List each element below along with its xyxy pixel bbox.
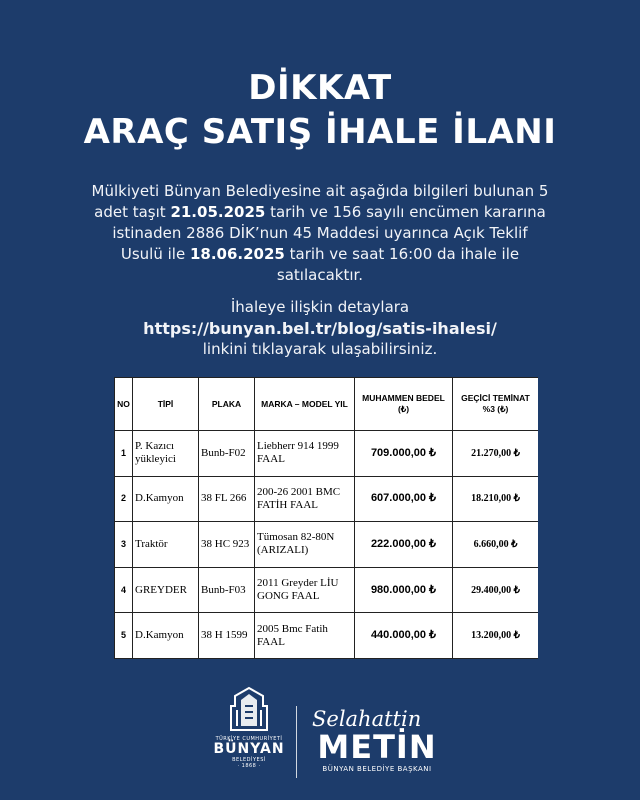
vehicle-table bbox=[114, 377, 538, 659]
decision-date: 21.05.2025 bbox=[170, 203, 266, 221]
municipality-logo bbox=[204, 686, 294, 786]
auction-date: 18.06.2025 bbox=[189, 245, 285, 263]
table-header-row bbox=[115, 378, 539, 431]
table-row bbox=[115, 522, 539, 568]
cell-plaka: 38 HC 923 bbox=[199, 522, 255, 568]
cell-teminat: 6.660,00 ₺ bbox=[453, 522, 539, 568]
cell-plaka: 38 FL 266 bbox=[199, 476, 255, 522]
mayor-name: METİN bbox=[317, 728, 437, 766]
cell-tipi: GREYDER bbox=[133, 567, 199, 613]
footer-divider bbox=[296, 706, 297, 778]
cell-plaka: Bunb-F03 bbox=[199, 567, 255, 613]
header-bedel: MUHAMMEN BEDEL (₺) bbox=[355, 378, 453, 431]
announcement-title-line2: ARAÇ SATIŞ İHALE İLANI bbox=[83, 112, 557, 152]
logo-name: BÜNYAN bbox=[213, 741, 285, 757]
auction-link[interactable]: https://bunyan.bel.tr/blog/satis-ihalesi/ bbox=[143, 319, 497, 338]
cell-bedel: 980.000,00 ₺ bbox=[355, 567, 453, 613]
cell-bedel: 709.000,00 ₺ bbox=[355, 431, 453, 477]
mayor-signature: Selahattin bbox=[312, 707, 422, 731]
cell-no: 1 bbox=[115, 431, 133, 477]
link-outro-text: linkini tıklayarak ulaşabilirsiniz. bbox=[202, 340, 438, 358]
cell-plaka: 38 H 1599 bbox=[199, 613, 255, 659]
link-intro-text: İhaleye ilişkin detaylara bbox=[230, 298, 410, 316]
cell-bedel: 440.000,00 ₺ bbox=[355, 613, 453, 659]
cell-bedel: 222.000,00 ₺ bbox=[355, 522, 453, 568]
cell-marka: 2011 Greyder LİU GONG FAAL bbox=[255, 567, 355, 613]
intro-text-2: tarih ve 156 sayılı encümen kararına istinaden 2886 DİK’nun 45 Maddesi uyarınca Açık Teklif Usulü ile bbox=[112, 203, 546, 263]
announcement-title-line1: DİKKAT bbox=[248, 68, 392, 108]
logo-country-text: TÜRKİYE CUMHURİYETİ bbox=[215, 736, 283, 742]
cell-tipi: D.Kamyon bbox=[133, 613, 199, 659]
cell-bedel: 607.000,00 ₺ bbox=[355, 476, 453, 522]
cell-teminat: 13.200,00 ₺ bbox=[453, 613, 539, 659]
cell-no: 5 bbox=[115, 613, 133, 659]
cell-tipi: P. Kazıcı yükleyici bbox=[133, 431, 199, 477]
cell-marka: Liebherr 914 1999 FAAL bbox=[255, 431, 355, 477]
intro-text-1: Mülkiyeti Bünyan Belediyesine ait aşağıda bilgileri bulunan 5 adet taşıt bbox=[91, 182, 549, 221]
cell-plaka: Bunb-F02 bbox=[199, 431, 255, 477]
cell-tipi: Traktör bbox=[133, 522, 199, 568]
table-row bbox=[115, 613, 539, 659]
cell-no: 3 bbox=[115, 522, 133, 568]
cell-teminat: 21.270,00 ₺ bbox=[453, 431, 539, 477]
logo-year: · 1868 · bbox=[237, 763, 261, 769]
cell-teminat: 29.400,00 ₺ bbox=[453, 567, 539, 613]
header-marka: MARKA – MODEL YIL bbox=[255, 378, 355, 431]
cell-teminat: 18.210,00 ₺ bbox=[453, 476, 539, 522]
cell-no: 4 bbox=[115, 567, 133, 613]
table-row bbox=[115, 476, 539, 522]
header-tipi: TİPİ bbox=[133, 378, 199, 431]
cell-marka: 2005 Bmc Fatih FAAL bbox=[255, 613, 355, 659]
mayor-role: BÜNYAN BELEDİYE BAŞKANI bbox=[322, 765, 432, 773]
intro-paragraph bbox=[90, 181, 550, 286]
table-row bbox=[115, 567, 539, 613]
cell-no: 2 bbox=[115, 476, 133, 522]
header-plaka: PLAKA bbox=[199, 378, 255, 431]
link-paragraph bbox=[90, 297, 550, 360]
municipality-emblem-icon bbox=[227, 686, 271, 736]
header-no: NO bbox=[115, 378, 133, 431]
header-teminat: GEÇİCİ TEMİNAT %3 (₺) bbox=[453, 378, 539, 431]
table-row bbox=[115, 431, 539, 477]
vehicle-table-image bbox=[114, 377, 538, 659]
cell-marka: 200-26 2001 BMC FATİH FAAL bbox=[255, 476, 355, 522]
cell-marka: Tümosan 82-80N (ARIZALI) bbox=[255, 522, 355, 568]
logo-subtitle: BELEDİYESİ bbox=[232, 757, 266, 763]
cell-tipi: D.Kamyon bbox=[133, 476, 199, 522]
intro-text-3: tarih ve saat 16:00 da ihale ile satılacaktır. bbox=[276, 245, 520, 284]
